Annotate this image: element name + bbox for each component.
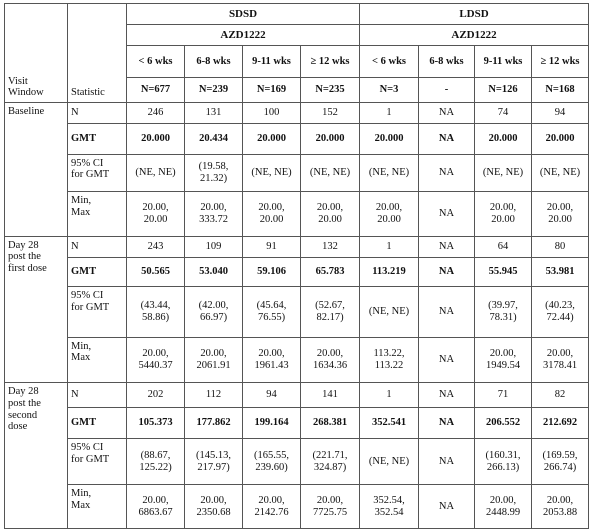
value-cell: 100 <box>243 103 301 124</box>
gmt-results-table <box>4 3 589 529</box>
n-header: - <box>419 78 475 103</box>
value-cell: (43.44, 58.86) <box>127 287 185 338</box>
value-cell: 20.00, 1961.43 <box>243 337 301 383</box>
value-cell: 82 <box>532 383 589 407</box>
value-cell: 20.00, 7725.75 <box>301 485 360 529</box>
value-cell: 20.000 <box>301 124 360 154</box>
value-cell: (NE, NE) <box>127 154 185 191</box>
value-cell: 1 <box>360 383 419 407</box>
table-row <box>5 337 589 383</box>
value-cell: 20.00, 2448.99 <box>475 485 532 529</box>
value-cell: (169.59, 266.74) <box>532 438 589 485</box>
statistic-cell: GMT <box>68 257 127 286</box>
value-cell: 352.541 <box>360 407 419 438</box>
value-cell: 20.000 <box>127 124 185 154</box>
value-cell: (40.23, 72.44) <box>532 287 589 338</box>
value-cell: (NE, NE) <box>360 438 419 485</box>
value-cell: (39.97, 78.31) <box>475 287 532 338</box>
visit-window-cell: Day 28 post the first dose <box>5 236 68 383</box>
value-cell: 20.00, 5440.37 <box>127 337 185 383</box>
value-cell: 20.00, 20.00 <box>532 192 589 237</box>
value-cell: (NE, NE) <box>301 154 360 191</box>
value-cell: 243 <box>127 236 185 257</box>
value-cell: 71 <box>475 383 532 407</box>
value-cell: 20.00, 20.00 <box>243 192 301 237</box>
value-cell: 20.000 <box>475 124 532 154</box>
value-cell: (NE, NE) <box>243 154 301 191</box>
table-row <box>5 124 589 154</box>
value-cell: 94 <box>532 103 589 124</box>
statistic-cell: 95% CI for GMT <box>68 287 127 338</box>
value-cell: (NE, NE) <box>360 287 419 338</box>
n-header: N=169 <box>243 78 301 103</box>
value-cell: NA <box>419 337 475 383</box>
value-cell: 199.164 <box>243 407 301 438</box>
visit-window-cell: Baseline <box>5 103 68 237</box>
value-cell: 20.00, 20.00 <box>475 192 532 237</box>
value-cell: (221.71, 324.87) <box>301 438 360 485</box>
statistic-cell: 95% CI for GMT <box>68 154 127 191</box>
table-row <box>5 438 589 485</box>
group-header-ldsd: LDSD <box>360 4 589 25</box>
n-header: N=3 <box>360 78 419 103</box>
value-cell: 109 <box>185 236 243 257</box>
vaccine-header-ldsd: AZD1222 <box>360 25 589 46</box>
interval-header: 9-11 wks <box>243 46 301 78</box>
group-header-sdsd: SDSD <box>127 4 360 25</box>
value-cell: 105.373 <box>127 407 185 438</box>
value-cell: 113.219 <box>360 257 419 286</box>
statistic-cell: N <box>68 236 127 257</box>
statistic-cell: Min, Max <box>68 485 127 529</box>
interval-header: ≥ 12 wks <box>532 46 589 78</box>
value-cell: 20.00, 2053.88 <box>532 485 589 529</box>
value-cell: (45.64, 76.55) <box>243 287 301 338</box>
value-cell: 212.692 <box>532 407 589 438</box>
table-row <box>5 407 589 438</box>
table-row <box>5 192 589 237</box>
value-cell: 113.22, 113.22 <box>360 337 419 383</box>
value-cell: (NE, NE) <box>532 154 589 191</box>
value-cell: 50.565 <box>127 257 185 286</box>
value-cell: 94 <box>243 383 301 407</box>
n-header: N=235 <box>301 78 360 103</box>
value-cell: 132 <box>301 236 360 257</box>
value-cell: (52.67, 82.17) <box>301 287 360 338</box>
value-cell: NA <box>419 485 475 529</box>
table-row <box>5 154 589 191</box>
value-cell: 20.434 <box>185 124 243 154</box>
value-cell: 1 <box>360 103 419 124</box>
value-cell: 20.00, 2350.68 <box>185 485 243 529</box>
n-header: N=239 <box>185 78 243 103</box>
value-cell: NA <box>419 103 475 124</box>
value-cell: 20.00, 1634.36 <box>301 337 360 383</box>
value-cell: 65.783 <box>301 257 360 286</box>
value-cell: 352.54, 352.54 <box>360 485 419 529</box>
value-cell: 20.00, 20.00 <box>301 192 360 237</box>
value-cell: NA <box>419 124 475 154</box>
interval-header: ≥ 12 wks <box>301 46 360 78</box>
value-cell: NA <box>419 154 475 191</box>
value-cell: (160.31, 266.13) <box>475 438 532 485</box>
visit-window-header: Visit Window <box>5 4 68 103</box>
value-cell: (88.67, 125.22) <box>127 438 185 485</box>
value-cell: NA <box>419 236 475 257</box>
value-cell: 112 <box>185 383 243 407</box>
value-cell: 20.00, 20.00 <box>360 192 419 237</box>
n-header: N=126 <box>475 78 532 103</box>
value-cell: 20.00, 20.00 <box>127 192 185 237</box>
interval-header: 6-8 wks <box>185 46 243 78</box>
value-cell: NA <box>419 438 475 485</box>
n-header: N=677 <box>127 78 185 103</box>
value-cell: NA <box>419 287 475 338</box>
value-cell: 268.381 <box>301 407 360 438</box>
statistic-cell: GMT <box>68 124 127 154</box>
value-cell: 20.000 <box>360 124 419 154</box>
value-cell: (42.00, 66.97) <box>185 287 243 338</box>
value-cell: 1 <box>360 236 419 257</box>
value-cell: 55.945 <box>475 257 532 286</box>
table-row <box>5 287 589 338</box>
value-cell: 59.106 <box>243 257 301 286</box>
value-cell: 91 <box>243 236 301 257</box>
table-row <box>5 257 589 286</box>
value-cell: 206.552 <box>475 407 532 438</box>
value-cell: 20.000 <box>243 124 301 154</box>
table-row <box>5 383 589 407</box>
value-cell: 177.862 <box>185 407 243 438</box>
value-cell: 20.000 <box>532 124 589 154</box>
value-cell: (19.58, 21.32) <box>185 154 243 191</box>
value-cell: NA <box>419 407 475 438</box>
visit-window-cell: Day 28 post the second dose <box>5 383 68 529</box>
value-cell: 20.00, 6863.67 <box>127 485 185 529</box>
statistic-cell: N <box>68 383 127 407</box>
interval-header: < 6 wks <box>127 46 185 78</box>
interval-header: < 6 wks <box>360 46 419 78</box>
value-cell: 20.00, 333.72 <box>185 192 243 237</box>
statistic-header: Statistic <box>68 4 127 103</box>
value-cell: (145.13, 217.97) <box>185 438 243 485</box>
value-cell: 20.00, 2061.91 <box>185 337 243 383</box>
value-cell: 152 <box>301 103 360 124</box>
statistic-cell: 95% CI for GMT <box>68 438 127 485</box>
value-cell: 53.040 <box>185 257 243 286</box>
value-cell: 74 <box>475 103 532 124</box>
value-cell: 64 <box>475 236 532 257</box>
value-cell: NA <box>419 383 475 407</box>
value-cell: 80 <box>532 236 589 257</box>
value-cell: 20.00, 2142.76 <box>243 485 301 529</box>
statistic-cell: GMT <box>68 407 127 438</box>
statistic-cell: Min, Max <box>68 192 127 237</box>
value-cell: 131 <box>185 103 243 124</box>
value-cell: (165.55, 239.60) <box>243 438 301 485</box>
value-cell: 53.981 <box>532 257 589 286</box>
value-cell: (NE, NE) <box>360 154 419 191</box>
value-cell: 20.00, 3178.41 <box>532 337 589 383</box>
value-cell: 202 <box>127 383 185 407</box>
value-cell: 141 <box>301 383 360 407</box>
statistic-cell: Min, Max <box>68 337 127 383</box>
statistic-cell: N <box>68 103 127 124</box>
interval-header: 6-8 wks <box>419 46 475 78</box>
table-row <box>5 485 589 529</box>
value-cell: NA <box>419 192 475 237</box>
value-cell: 246 <box>127 103 185 124</box>
vaccine-header-sdsd: AZD1222 <box>127 25 360 46</box>
interval-header: 9-11 wks <box>475 46 532 78</box>
value-cell: (NE, NE) <box>475 154 532 191</box>
table-row <box>5 236 589 257</box>
table-row <box>5 103 589 124</box>
value-cell: 20.00, 1949.54 <box>475 337 532 383</box>
n-header: N=168 <box>532 78 589 103</box>
value-cell: NA <box>419 257 475 286</box>
